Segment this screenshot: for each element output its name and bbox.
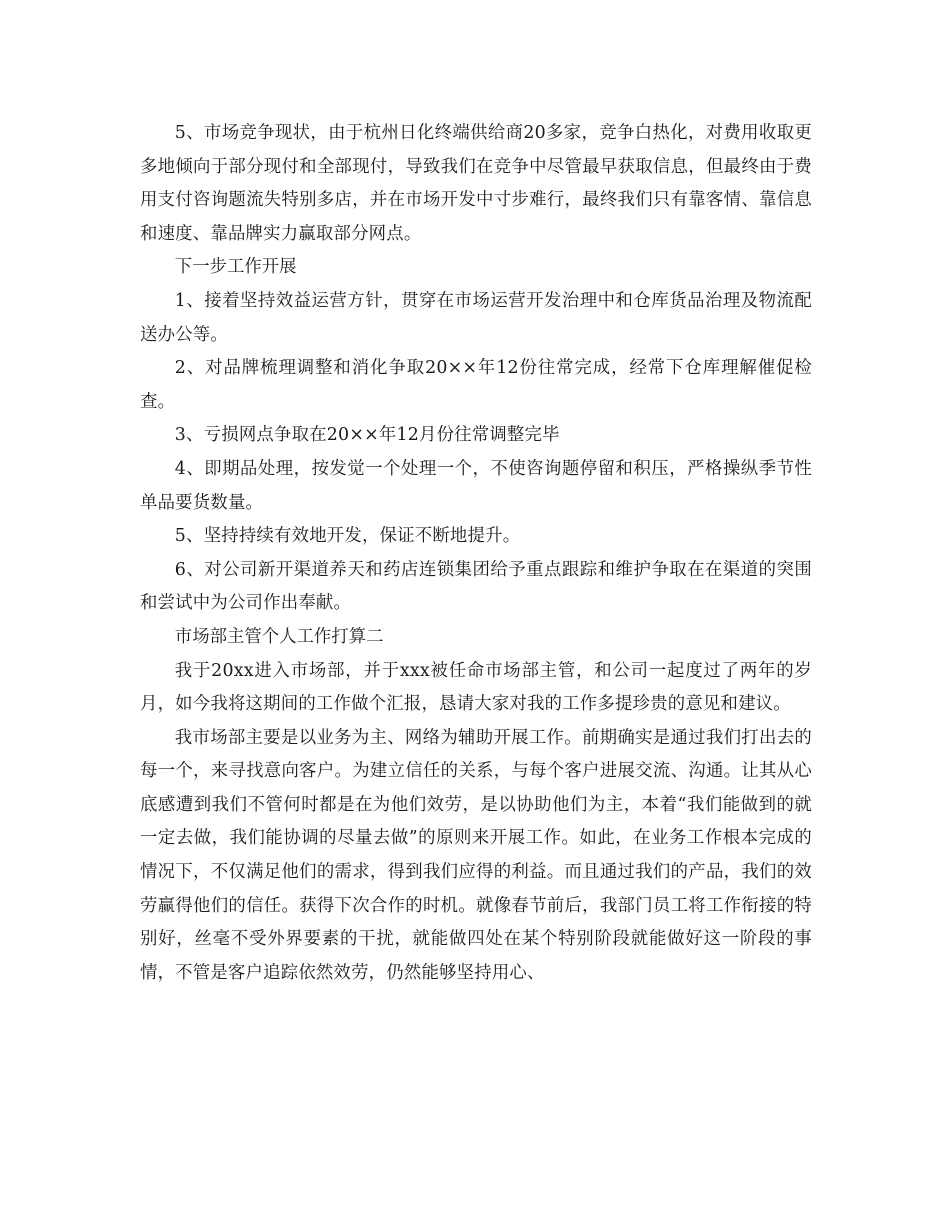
paragraph-step-5: 5、坚持持续有效地开发，保证不断地提升。 (174, 526, 521, 547)
paragraph-step-1: 1、接着坚持效益运营方针，贯穿在市场运营开发治理中和仓库货品治理及物流配送办公等。 (140, 290, 812, 345)
document-body (140, 117, 812, 990)
paragraph-step-4: 4、即期品处理，按发觉一个处理一个，不使咨询题停留和积压，严格操纵季节性单品要货数量。 (140, 458, 812, 513)
heading-plan-two: 市场部主管个人工作打算二 (174, 626, 384, 647)
paragraph-step-3: 3、亏损网点争取在20××年12月份往常调整完毕 (174, 425, 560, 446)
paragraph-step-2: 2、对品牌梳理调整和消化争取20××年12份往常完成，经常下仓库理解催促检查。 (140, 358, 812, 412)
paragraph-market-competition: 5、市场竞争现状，由于杭州日化终端供给商20多家，竞争白热化，对费用收取更多地倾向于部分现付和全部现付，导致我们在竞争中尽管最早获取信息，但最终由于费用支付咨询题流失特别多店，并在市场开发中寸步难行，最终我们只有靠客情、靠信息和速度、靠品牌实力赢取部分网点。 (140, 123, 812, 244)
paragraph-step-6: 6、对公司新开渠道养天和药店连锁集团给予重点跟踪和维护争取在在渠道的突围和尝试中为公司作出奉献。 (140, 559, 812, 614)
paragraph-department-work: 我市场部主要是以业务为主、网络为辅助开展工作。前期确实是通过我们打出去的每一个，来寻找意向客户。为建立信任的关系，与每个客户进展交流、沟通。让其从心底感遭到我们不管何时都是在为他们效劳，是以协助他们为主，本着“我们能做到的就一定去做，我们能协调的尽量去做”的原则来开展工作。如此，在业务工作根本完成的情况下，不仅满足他们的需求，得到我们应得的利益。而且通过我们的产品，我们的效劳赢得他们的信任。获得下次合作的时机。就像春节前后，我部门员工将工作衔接的特别好，丝毫不受外界要素的干扰，就能做四处在某个特别阶段就能做好这一阶段的事情，不管是客户追踪依然效劳，仍然能够坚持用心、 (140, 727, 812, 983)
paragraph-intro: 我于20xx进入市场部，并于xxx被任命市场部主管，和公司一起度过了两年的岁月，如今我将这期间的工作做个汇报，恳请大家对我的工作多提珍贵的意见和建议。 (140, 660, 812, 715)
heading-next-steps: 下一步工作开展 (174, 257, 297, 278)
